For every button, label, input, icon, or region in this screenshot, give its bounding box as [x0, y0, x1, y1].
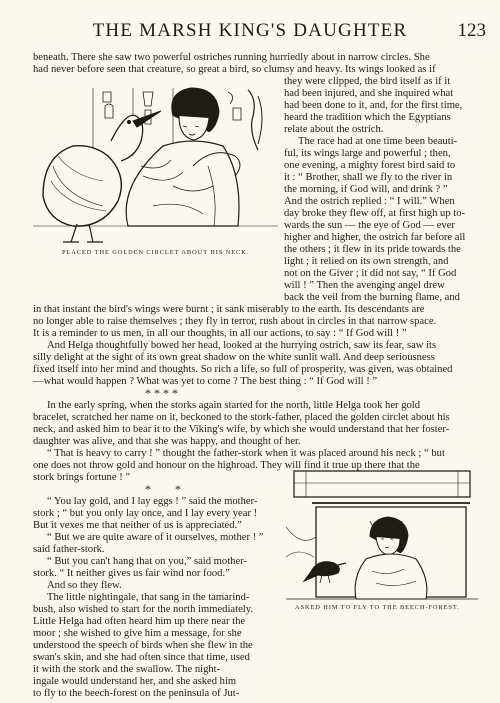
- text-line: moor ; she wished to give him a message, for she: [33, 628, 242, 639]
- text-line: to fly to the beech-forest on the peninsula of Jut-: [33, 688, 240, 699]
- text-line: no longer able to raise themselves ; they fly in terror, rush about in circles in that narrow space.: [33, 316, 437, 327]
- text-line: had been injured, and she inquired what: [284, 88, 454, 99]
- page-header: [0, 20, 500, 44]
- text-line: fixed itself into her mind and thoughts. So rich a life, so full of prosperity, was given, was obtained: [33, 364, 453, 375]
- text-line: day broke they flew off, at first high up to-: [284, 208, 466, 219]
- text-line: ful, its wings large and powerful ; then,: [284, 148, 451, 159]
- text-line: stork. “ It neither gives us fair wind nor food.”: [33, 568, 230, 579]
- page-number: 123: [457, 20, 486, 41]
- text-line: In the early spring, when the storks again started for the north, little Helga took her gold: [47, 400, 421, 411]
- text-line: higher and higher, the ostrich far before all: [284, 232, 466, 243]
- text-line: will ! ” Then the avenging angel drew: [284, 280, 445, 291]
- text-line: “ But we are quite aware of it ourselves, mother ! ”: [47, 532, 264, 543]
- figure-caption-2: ASKED HIM TO FLY TO THE BEECH-FOREST.: [295, 604, 460, 611]
- text-line: bush, also wished to start for the north immediately.: [33, 604, 253, 615]
- text-line: daughter was alive, and that she was happy, and thought of her.: [33, 436, 301, 447]
- section-break-small: * *: [145, 482, 181, 496]
- running-title: THE MARSH KING'S DAUGHTER: [92, 20, 408, 41]
- text-line: And Helga thoughtfully bowed her head, looked at the hurrying ostrich, saw its fear, saw its: [47, 340, 437, 351]
- text-line: And so they flew.: [47, 580, 122, 591]
- text-line: The race had at one time been beauti-: [298, 136, 458, 147]
- text-line: “ That is heavy to carry ! ” thought the father-stork when it was placed around his neck ; “ but: [47, 448, 445, 459]
- text-line: swan's skin, and she had often since that time, used: [33, 652, 250, 663]
- text-line: the others ; it flew in its pride towards the: [284, 244, 461, 255]
- text-line: neck, and asked him to bear it to the Viking's wife, by which she would understand that her foster-: [33, 424, 450, 435]
- text-line: not on the Giver ; it did not say, “ If God: [284, 268, 457, 279]
- text-line: —what would happen ? What was yet to come ? The best thing : “ If God will ! ”: [33, 376, 378, 387]
- text-line: it : “ Brother, shall we fly to the river in: [284, 172, 453, 183]
- text-line: Little Helga had often heard him up there near the: [33, 616, 246, 627]
- figure-caption-1: PLACED THE GOLDEN CIRCLET ABOUT HIS NECK.: [62, 249, 250, 256]
- text-line: had been done to it, and, for the first time,: [284, 100, 463, 111]
- text-line: beneath. There she saw two powerful ostriches running hurriedly about in narrow circles. She: [33, 52, 430, 63]
- text-line: they were clipped, the bird itself as if it: [284, 76, 451, 87]
- text-line: light ; it relied on its own strength, and: [284, 256, 449, 267]
- text-line: back the veil from the burning flame, and: [284, 292, 460, 303]
- text-line: the morning, if God will, and drink ? ”: [284, 184, 448, 195]
- text-line: silly delight at the sight of its own great shadow on the white sunlit wall. And deep seriousness: [33, 352, 435, 363]
- text-line: It is a reminder to us men, in all our thoughts, in all our actions, to say : “ If God will ! ”: [33, 328, 407, 339]
- text-line: relate about the ostrich.: [284, 124, 384, 135]
- text-line: in that instant the bird's wings were burnt ; it sank miserably to the earth. Its descendants are: [33, 304, 425, 315]
- text-line: had never before seen that creature, so great a bird, so clumsy and heavy. Its wings looked as if: [33, 64, 436, 75]
- text-line: understood the speech of birds when she flew in the: [33, 640, 253, 651]
- text-line: heard the tradition which the Egyptians: [284, 112, 451, 123]
- text-line: stork ; “ but you only lay once, and I lay every year !: [33, 508, 258, 519]
- text-line: stork brings fortune ! ”: [33, 472, 131, 483]
- helga-stork-illustration: [33, 86, 278, 244]
- text-line: it with the stork and the swallow. The night-: [33, 664, 221, 675]
- section-break: * * * *: [145, 386, 178, 400]
- text-line: “ You lay gold, and I lay eggs ! ” said the mother-: [47, 496, 258, 507]
- text-line: But it vexes me that neither of us is appreciated.”: [33, 520, 242, 531]
- text-line: wards the sun — the eye of God — ever: [284, 220, 455, 231]
- text-line: said father-stork.: [33, 544, 105, 555]
- text-line: And the ostrich replied : “ I will.” When: [284, 196, 455, 207]
- text-line: “ But you can't hang that on you,” said mother-: [47, 556, 247, 567]
- text-line: one does not throw gold and honour on the highroad. They will find it true up there that the: [33, 460, 420, 471]
- helga-figure: [126, 88, 240, 226]
- text-line: bracelet, scratched her name on it, beckoned to the stork-father, placed the golden circlet about his: [33, 412, 450, 423]
- text-line: ingale would understand her, and she asked him: [33, 676, 237, 687]
- text-line: The little nightingale, that sang in the tamarind-: [47, 592, 250, 603]
- text-line: one evening, a mighty forest bird said to: [284, 160, 456, 171]
- helga-nightingale-illustration: [286, 467, 478, 607]
